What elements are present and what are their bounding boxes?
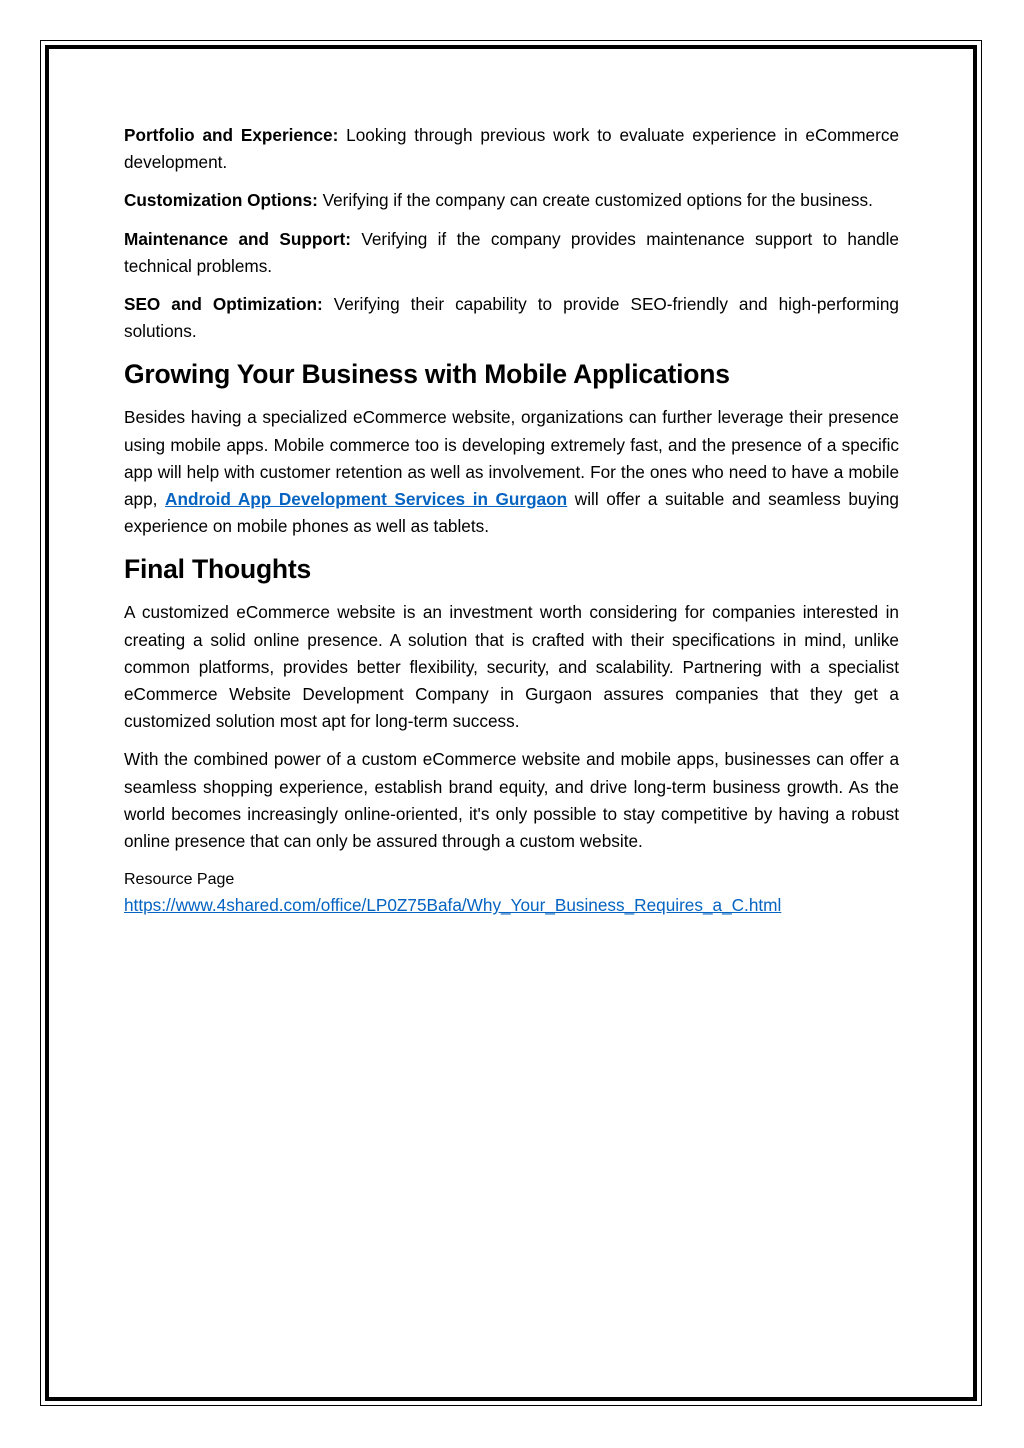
resource-block <box>124 866 899 917</box>
criteria-item-maintenance <box>124 226 899 280</box>
final-thoughts-paragraph-2: With the combined power of a custom eCommerce website and mobile apps, businesses can offer a seamless shopping experience, establish brand equity, and drive long-term business growth. As the world becomes increasingly online-oriented, it's only possible to stay competitive by having a robust online presence that can only be assured through a custom website. <box>124 749 899 852</box>
mobile-section-heading: Growing Your Business with Mobile Applications <box>124 359 730 390</box>
document-body <box>124 122 899 917</box>
final-thoughts-paragraph-1: A customized eCommerce website is an investment worth considering for companies interested in creating a solid online presence. A solution that is crafted with their specifications in mind, unlike common platforms, provides better flexibility, security, and scalability. Partnering with a specialist eCommerce Website Development Company in Gurgaon assures companies that they get a customized solution most apt for long-term success. <box>124 602 899 732</box>
mobile-text-after-link: will offer a suitable and seamless buying experience on mobile phones as well as tablets. <box>124 489 899 537</box>
criteria-label: Maintenance and Support: <box>124 228 351 249</box>
criteria-label: Portfolio and Experience: <box>124 125 339 145</box>
resource-label: Resource Page <box>124 871 235 889</box>
criteria-text: Verifying if the company provides maintenance support to handle technical problems. <box>124 228 899 276</box>
resource-url-link[interactable]: https://www.4shared.com/office/LP0Z75Bafa/Why_Your_Business_Requires_a_C.html <box>124 895 782 916</box>
final-thoughts-heading: Final Thoughts <box>124 554 312 585</box>
mobile-text-before-link: Besides having a specialized eCommerce website, organizations can further leverage their presence using mobile apps. Mobile commerce too is developing extremely fast, and the presence of a specific app will help with customer retention as well as involvement. For the ones who need to have a mobile app, <box>124 407 899 510</box>
criteria-label: SEO and Optimization: <box>124 294 323 315</box>
criteria-item-customization <box>124 187 899 214</box>
criteria-item-seo <box>124 291 899 345</box>
criteria-text: Looking through previous work to evaluate experience in eCommerce development. <box>124 125 899 173</box>
criteria-item-portfolio <box>124 122 899 176</box>
criteria-text: Verifying their capability to provide SEO-friendly and high-performing solutions. <box>124 294 899 342</box>
criteria-label: Customization Options: <box>124 190 318 211</box>
mobile-section-paragraph <box>124 404 899 540</box>
android-app-development-link[interactable]: Android App Development Services in Gurgaon <box>165 489 568 510</box>
criteria-text: Verifying if the company can create customized options for the business. <box>317 190 873 211</box>
